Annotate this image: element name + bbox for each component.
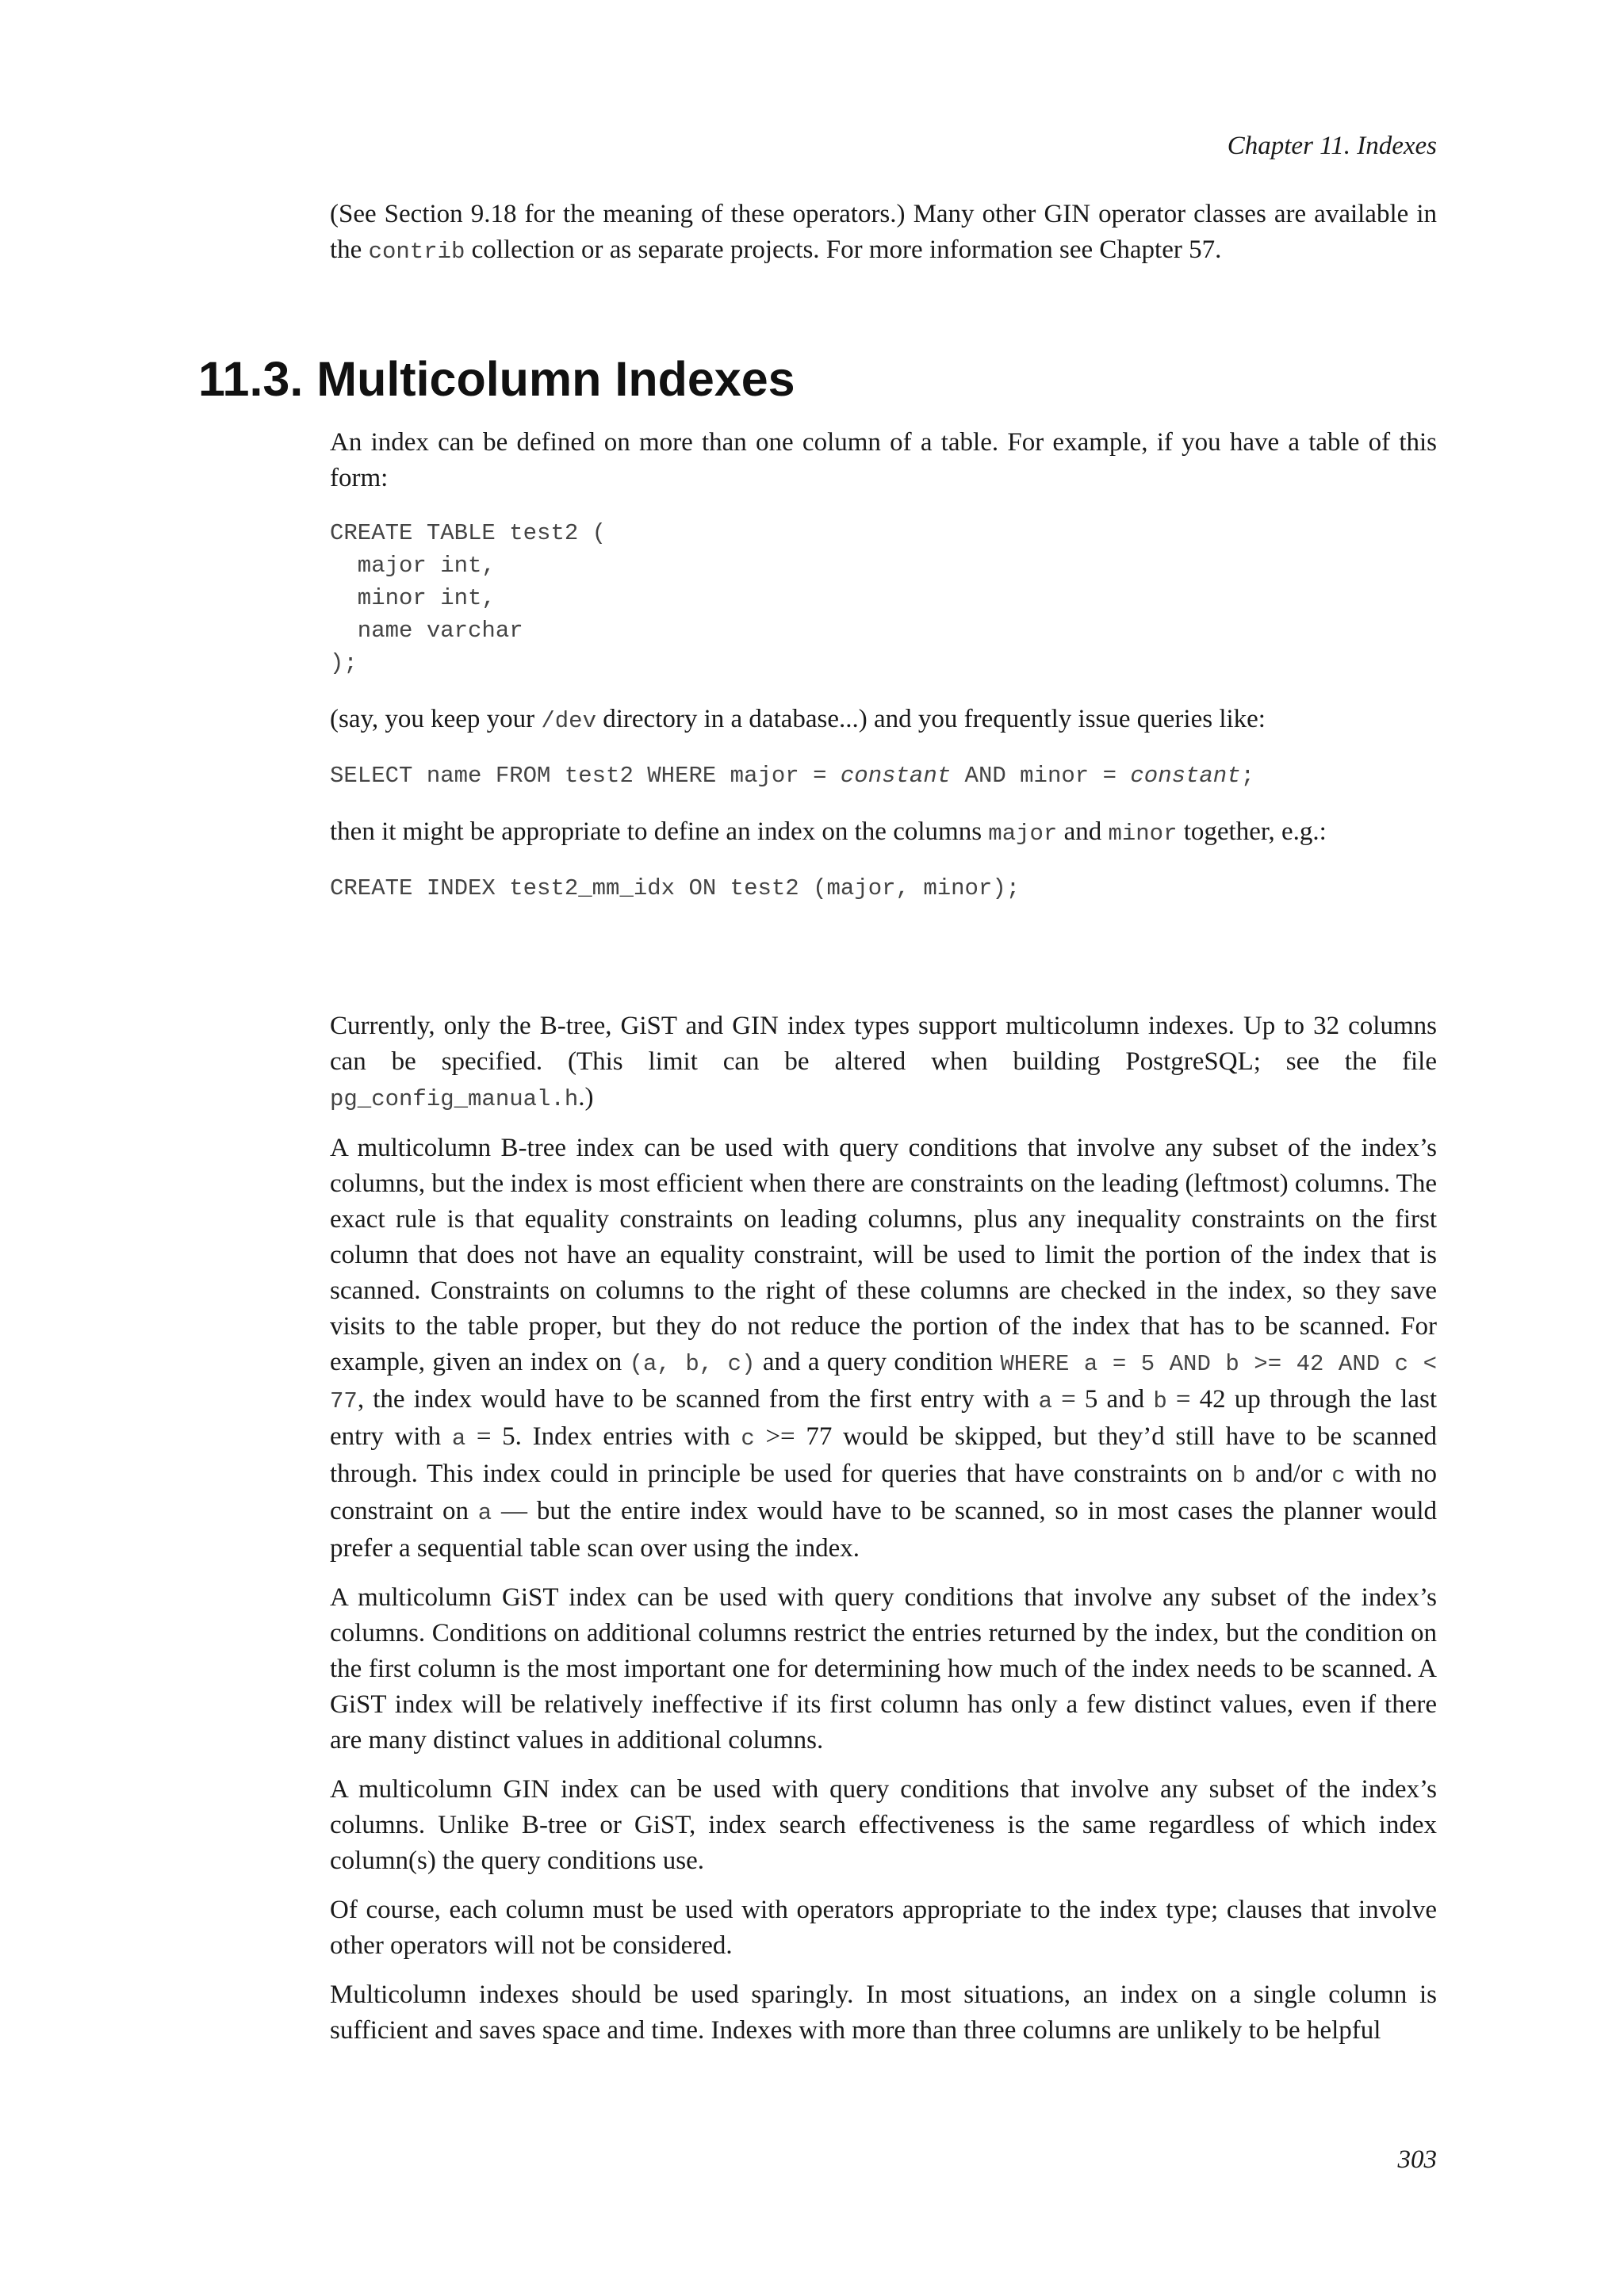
inline-code: b [1153,1388,1167,1414]
inline-code: c [1331,1463,1346,1489]
paragraph-text: and/or [1246,1460,1332,1488]
inline-code: major [988,821,1058,847]
paragraph-text: = 5. Index entries with [465,1422,741,1451]
section-body [330,425,1437,905]
code-text: SELECT name FROM test2 WHERE major = [330,763,841,789]
paragraph: An index can be defined on more than one column of a table. For example, if you have a table of this form: [330,428,1437,492]
intro-text: collection or as separate projects. For more information see Chapter 57. [465,235,1222,264]
inline-code: pg_config_manual.h [330,1086,579,1112]
code-text: ; [1240,763,1255,789]
paragraph-text: , the index would have to be scanned from the first entry with [357,1385,1039,1414]
running-header: Chapter 11. Indexes [1227,132,1437,160]
paragraph-text: with no constraint on [330,1460,1437,1525]
paragraph [330,1008,1437,1117]
paragraph [330,1131,1437,1567]
paragraph-text: (say, you keep your [330,705,542,733]
intro-text: (See Section 9.18 for the meaning of these operators.) Many other GIN operator classes are available in the [330,200,1437,264]
paragraph: Of course, each column must be used with operators appropriate to the index type; clauses that involve other operators will not be considered. [330,1896,1437,1960]
paragraph: Multicolumn indexes should be used sparingly. In most situations, an index on a single column is sufficient and saves space and time. Indexes with more than three columns are unlikely to be helpful [330,1980,1437,2045]
code-placeholder: constant [1130,763,1241,789]
section-title: 11.3. Multicolumn Indexes [198,352,795,406]
paragraph: A multicolumn GIN index can be used with query conditions that involve any subset of the index’s columns. Unlike B-tree or GiST, index search effectiveness is the same regardless of which index column(s) the query conditions use. [330,1775,1437,1875]
paragraph-text: Currently, only the B-tree, GiST and GIN index types support multicolumn indexes. Up to 32 columns can be specified. (This limit can be altered when building PostgreSQL; see the file [330,1012,1437,1076]
paragraph-text: >= 77 would be skipped, but they’d still have to be scanned through. This index could in principle be used for queries that have constraints on [330,1422,1437,1488]
inline-code: contrib [368,239,465,265]
paragraph: A multicolumn GiST index can be used with query conditions that involve any subset of the index’s columns. Conditions on additional columns restrict the entries returned by the index, but the condition on the first column is the most important one for determining how much of the index needs to be scanned. A GiST index will be relatively ineffective if its first column has only a few distinct values, even if there are many distinct values in additional columns. [330,1583,1437,1755]
section-body-continued [330,1008,1437,2049]
inline-code: a [1038,1388,1052,1414]
code-block-create-index: CREATE INDEX test2_mm_idx ON test2 (major, minor); [330,875,1021,901]
inline-code: WHERE a = 5 AND b >= 42 AND c < 77 [330,1351,1437,1414]
inline-code: a [477,1500,492,1526]
inline-code: (a, b, c) [629,1351,756,1377]
inline-code: minor [1108,821,1178,847]
paragraph-text: and a query condition [755,1348,1001,1376]
intro-block [330,197,1437,270]
paragraph-text: and [1057,817,1109,846]
paragraph [330,814,1437,851]
paragraph-text: — but the entire index would have to be scanned, so in most cases the planner would prefer a sequential table scan over using the index. [330,1497,1437,1563]
inline-code: /dev [541,708,596,734]
inline-code: c [741,1425,755,1452]
paragraph [330,702,1437,739]
paragraph-text: .) [578,1083,594,1112]
paragraph-text: = 5 and [1051,1385,1154,1414]
paragraph-text: together, e.g.: [1177,817,1327,846]
paragraph-text: then it might be appropriate to define an index on the columns [330,817,989,846]
page-number: 303 [1397,2145,1437,2174]
paragraph-text: directory in a database...) and you frequently issue queries like: [596,705,1266,733]
code-block-select [330,760,1437,792]
inline-code: a [451,1425,466,1452]
inline-code: b [1231,1463,1247,1489]
code-text: AND minor = [951,763,1131,789]
code-placeholder: constant [840,763,952,789]
paragraph-text: = 42 up through the last entry with [330,1385,1437,1451]
paragraph-text: A multicolumn B-tree index can be used with query conditions that involve any subset of the index’s columns, but the index is most efficient when there are constraints on the leading (leftmost) columns. The exact rule is that equality constraints on leading columns, plus any inequality constraints on the first column that does not have an equality constraint, will be used to limit the portion of the index that is scanned. Constraints on columns to the right of these columns are checked in the index, so they save visits to the table proper, but they do not reduce the portion of the index that has to be scanned. For example, given an index on [330,1134,1437,1376]
intro-paragraph [330,197,1437,270]
code-block-create-table: CREATE TABLE test2 ( major int, minor int, name varchar ); [330,520,607,676]
